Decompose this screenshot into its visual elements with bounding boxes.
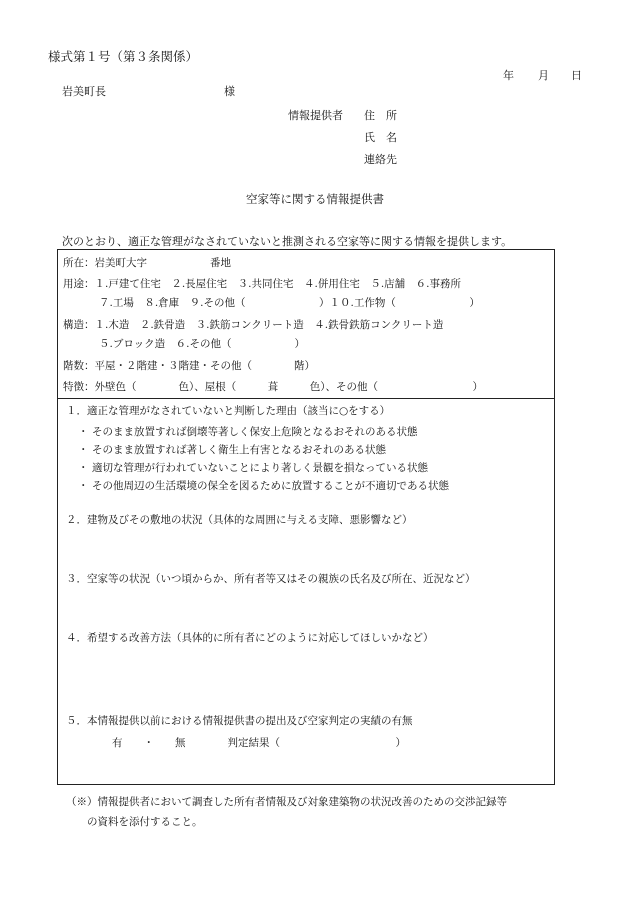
section-5-answer: 有 ・ 無 判定結果（ ） [112,737,406,749]
year-label: 年 [503,69,514,82]
note-line-1: （※）情報提供者において調査した所有者情報及び対象建築物の状況改善のための交渉記録等 [66,796,507,808]
bullet: ・ [78,480,89,492]
month-label: 月 [538,69,549,82]
note-line-2: の資料を添付すること。 [87,816,203,828]
section-5-title: ５．本情報提供以前における情報提供書の提出及び空家判定の実績の有無 [66,715,413,727]
day-label: 日 [571,69,582,82]
addressee: 岩美町長 [62,85,106,98]
location-row [63,258,231,269]
floors-row: 階数：平屋・２階建・３階建・その他（ 階） [63,360,315,372]
reason-item: ・ その他周辺の生活環境の保全を図るために放置することが不適切である状態 [78,480,449,492]
reason-item: ・ そのまま放置すれば倒壊等著しく保安上危険となるおそれのある状態 [78,426,418,438]
form-box [57,249,555,785]
reason-item: ・ そのまま放置すれば著しく衛生上有害となるおそれのある状態 [78,444,386,456]
provider-contact-label: 連絡先 [364,153,397,166]
section-1-title: １．適正な管理がなされていないと判断した理由（該当に○をする） [66,405,391,417]
provider-name-label: 氏 名 [364,131,397,144]
structure-row-2: ５.ブロック造 ６.その他（ ） [99,338,305,350]
section-3-title: ３．空家等の状況（いつ頃からか、所有者等又はその親族の氏名及び所在、近況など） [66,573,476,585]
section-4-title: ４．希望する改善方法（具体的に所有者にどのように対応してほしいかなど） [66,632,434,644]
structure-row-1: 構造：１.木造 ２.鉄骨造 ３.鉄筋コンクリート造 ４.鉄骨鉄筋コンクリート造 [63,319,444,331]
provider-label: 情報提供者 [288,109,343,122]
use-row-1: 用途：１.戸建て住宅 ２.長屋住宅 ３.共同住宅 ４.併用住宅 ５.店舗 ６.事務所 [63,278,462,290]
bullet: ・ [78,426,89,438]
honorific: 様 [224,85,235,98]
location-suffix: 番地 [210,257,231,269]
intro-text: 次のとおり、適正な管理がなされていないと推測される空家等に関する情報を提供します。 [62,235,513,248]
document-title: 空家等に関する情報提供書 [246,192,384,206]
bullet: ・ [78,462,89,474]
bullet: ・ [78,444,89,456]
section-divider [58,398,554,399]
reason-item: ・ 適切な管理が行われていないことにより著しく景観を損なっている状態 [78,462,428,474]
section-2-title: ２．建物及びその敷地の状況（具体的な周囲に与える支障、悪影響など） [66,514,413,526]
provider-address-label: 住 所 [364,109,397,122]
location-label: 所在：岩美町大字 [63,257,147,269]
form-number: 様式第１号（第３条関係） [48,49,199,64]
features-row: 特徴：外壁色（ 色）、屋根（ 葺 色）、その他（ ） [63,381,483,393]
use-row-2: ７.工場 ８.倉庫 ９.その他（ ）１０.工作物（ ） [99,297,480,309]
